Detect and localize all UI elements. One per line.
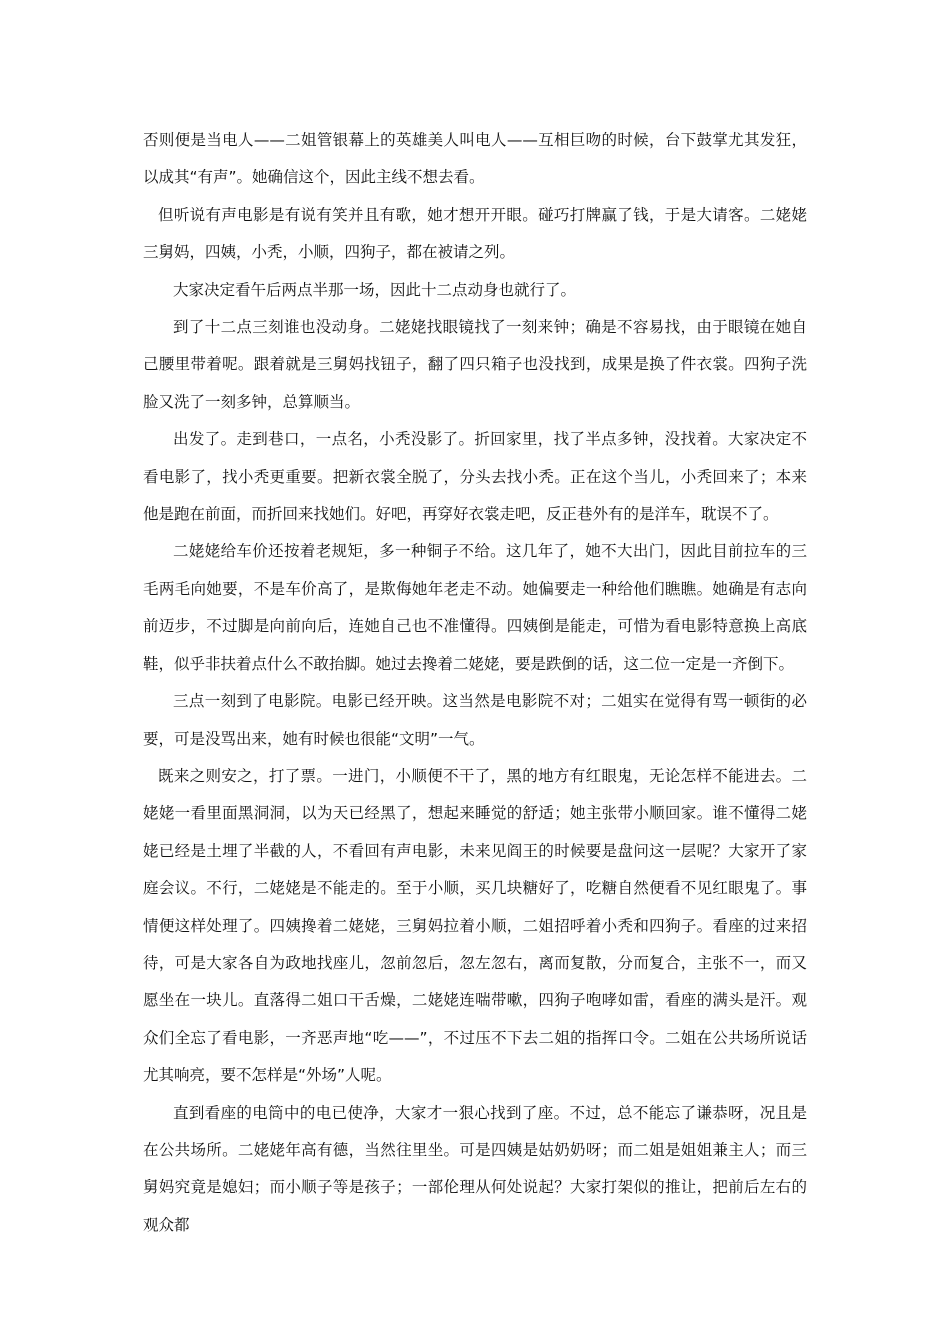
document-body [143,122,807,1244]
paragraph-5: 出发了。走到巷口，一点名，小秃没影了。折回家里，找了半点多钟，没找着。大家决定不看电影了，找小秃更重要。把新衣裳全脱了，分头去找小秃。正在这个当儿，小秃回来了；本来他是跑在前面，而折回来找她们。好吧，再穿好衣裳走吧，反正巷外有的是洋车，耽误不了。 [143,430,807,524]
paragraph-4: 到了十二点三刻谁也没动身。二姥姥找眼镜找了一刻来钟；确是不容易找，由于眼镜在她自己腰里带着呢。跟着就是三舅妈找钮子，翻了四只箱子也没找到，成果是换了件衣裳。四狗子洗脸又洗了一刻多钟，总算顺当。 [143,318,807,411]
paragraph-9: 直到看座的电筒中的电已使净，大家才一狠心找到了座。不过，总不能忘了谦恭呀，况且是在公共场所。二姥姥年高有德，当然往里坐。可是四姨是姑奶奶呀；而二姐是姐姐兼主人；而三舅妈究竟是媳妇；而小顺子等是孩子；一部伦理从何处说起？大家打架似的推让，把前后左右的观众都 [143,1103,807,1234]
paragraph-7: 三点一刻到了电影院。电影已经开映。这当然是电影院不对；二姐实在觉得有骂一顿街的必要，可是没骂出来，她有时候也很能“文明”一气。 [143,692,807,748]
paragraph-8: 既来之则安之，打了票。一进门，小顺便不干了，黑的地方有红眼鬼，无论怎样不能进去。二姥姥一看里面黑洞洞，以为天已经黑了，想起来睡觉的舒适；她主张带小顺回家。谁不懂得二姥姥已经是土埋了半截的人，不看回有声电影，未来见阎王的时候要是盘问这一层呢？大家开了家庭会议。不行，二姥姥是不能走的。至于小顺，买几块糖好了，吃糖自然便看不见红眼鬼了。事情便这样处理了。四姨搀着二姥姥，三舅妈拉着小顺，二姐招呼着小秃和四狗子。看座的过来招待，可是大家各自为政地找座儿，忽前忽后，忽左忽右，离而复散，分而复合，主张不一，而又愿坐在一块儿。直落得二姐口干舌燥，二姥姥连喘带嗽，四狗子咆哮如雷，看座的满头是汗。观众们全忘了看电影，一齐恶声地“吃——”，不过压不下去二姐的指挥口令。二姐在公共场所说话尤其响亮，要不怎样是“外场”人呢。 [143,766,807,1085]
paragraph-1: 否则便是当电人——二姐管银幕上的英雄美人叫电人——互相巨吻的时候，台下鼓掌尤其发狂，以成其“有声”。她确信这个，因此主线不想去看。 [143,131,807,187]
paragraph-6: 二姥姥给车价还按着老规矩，多一种铜子不给。这几年了，她不大出门，因此目前拉车的三毛两毛向她要，不是车价高了，是欺侮她年老走不动。她偏要走一种给他们瞧瞧。她确是有志向前迈步，不过脚是向前向后，连她自己也不准懂得。四姨倒是能走，可惜为看电影特意换上高底鞋，似乎非扶着点什么不敢抬脚。她过去搀着二姥姥，要是跌倒的话，这二位一定是一齐倒下。 [143,542,807,673]
paragraph-2: 但听说有声电影是有说有笑并且有歌，她才想开开眼。碰巧打牌赢了钱，于是大请客。二姥姥三舅妈，四姨，小秃，小顺，四狗子，都在被请之列。 [143,205,807,262]
paragraph-3: 大家决定看午后两点半那一场，因此十二点动身也就行了。 [173,280,577,299]
